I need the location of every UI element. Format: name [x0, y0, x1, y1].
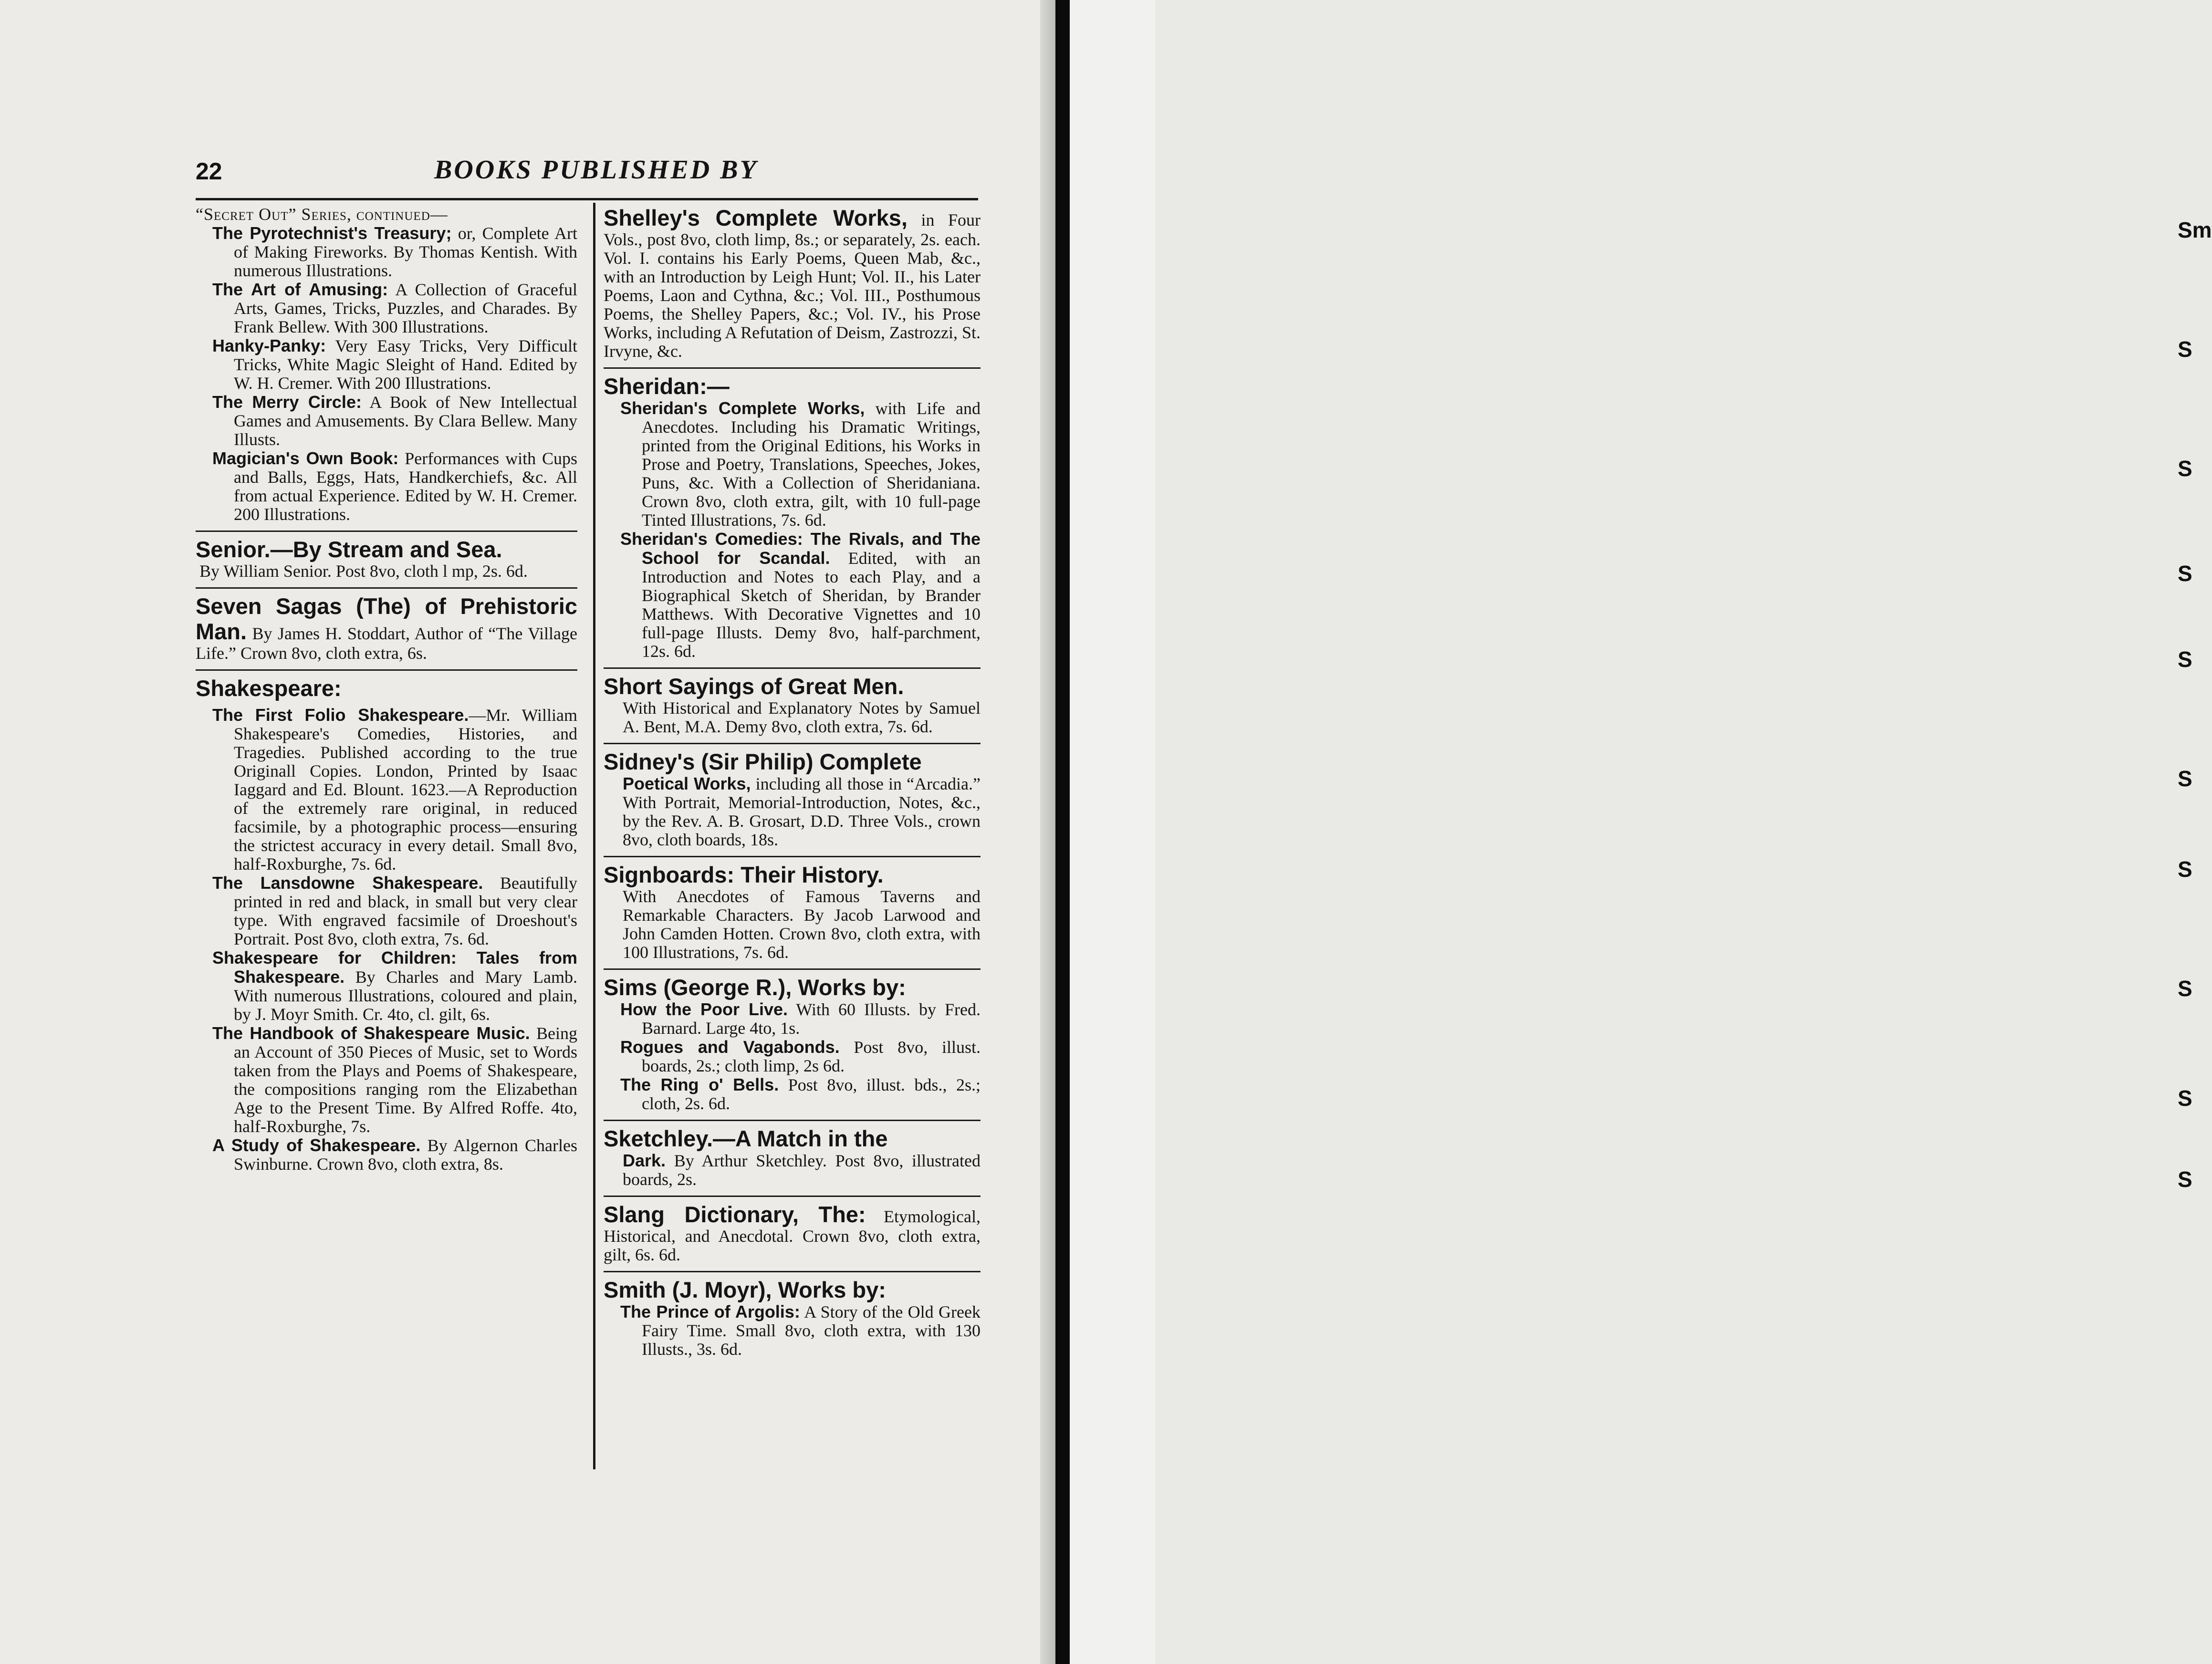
catalog-entry: Seven Sagas (The) of Prehistoric Man. By James H. Stoddart, Author of “The Village Life.” Crown 8vo, cloth extra, 6s.: [196, 593, 577, 663]
edge-letter: S: [2178, 857, 2192, 882]
catalog-entry: Hanky-Panky: Very Easy Tricks, Very Difficult Tricks, White Magic Sleight of Hand. Edited by W. H. Cremer. With 200 Illustrations.: [212, 336, 577, 393]
catalog-entry: The Merry Circle: A Book of New Intellectual Games and Amusements. By Clara Bellew. Many Illusts.: [212, 392, 577, 449]
section-rule: [604, 1271, 981, 1272]
section-rule: [604, 743, 981, 744]
edge-letter: S: [2178, 766, 2192, 791]
section-rule: [196, 669, 577, 671]
catalog-entry: How the Poor Live. With 60 Illusts. by Fred. Barnard. Large 4to, 1s.: [620, 999, 981, 1038]
edge-letter: S: [2178, 647, 2192, 672]
edge-letter: S: [2178, 976, 2192, 1001]
book-spine: [1055, 0, 1070, 1664]
catalog-entry: Sidney's (Sir Philip) Complete Poetical Works, including all those in “Arcadia.” With Portrait, Memorial-Introduction, Notes, &c., by the Rev. A. B. Grosart, D.D. Three Vols., crown 8vo, cloth boards, 18s.: [604, 749, 981, 849]
entry-text: With Historical and Explanatory Notes by Samuel A. Bent, M.A. Demy 8vo, cloth extra, 7s. 6d.: [623, 698, 981, 736]
catalog-entry: The Handbook of Shakespeare Music. Being an Account of 350 Pieces of Music, set to Words taken from the Plays and Poems of Shakespeare, the compositions ranging rom the Elizabethan Age to the Present Time. By Alfred Roffe. 4to, half-Roxburghe, 7s.: [212, 1023, 577, 1136]
catalog-entry: Slang Dictionary, The: Etymological, Historical, and Anecdotal. Crown 8vo, cloth extra, gilt, 6s. 6d.: [604, 1202, 981, 1264]
catalog-entry: The Lansdowne Shakespeare. Beautifully printed in red and black, in small but very clear type. With engraved facsimile of Droeshout's Portrait. Post 8vo, cloth extra, 7s. 6d.: [212, 873, 578, 948]
edge-letter: S: [2178, 337, 2192, 362]
page-number: 22: [196, 158, 222, 185]
catalog-entry: Sketchley.—A Match in the Dark. By Arthur Sketchley. Post 8vo, illustrated boards, 2s.: [604, 1126, 981, 1189]
section-heading-smith: Smith (J. Moyr), Works by:: [604, 1277, 886, 1302]
next-page-edge: [1070, 0, 2212, 1664]
catalog-entry: [604, 674, 981, 736]
edge-letter: S: [2178, 1086, 2192, 1111]
edge-letter: Sm: [2178, 218, 2212, 242]
catalog-entry: Shakespeare for Children: Tales from Shakespeare. By Charles and Mary Lamb. With numerous Illustrations, coloured and plain, by J. Moyr Smith. Cr. 4to, cl. gilt, 6s.: [212, 948, 577, 1024]
section-rule: [604, 1196, 981, 1197]
entry-heading: Sketchley.—A Match in the: [604, 1126, 888, 1151]
catalog-entry: [604, 862, 981, 962]
right-column: [604, 205, 981, 1359]
section-heading-shakespeare: Shakespeare:: [196, 676, 342, 701]
entry-heading: Senior.—By Stream and Sea.: [196, 537, 502, 562]
section-rule: [604, 367, 981, 369]
left-column: [196, 205, 577, 1174]
edge-letter: S: [2178, 456, 2192, 481]
section-heading-sheridan: Sheridan:—: [604, 374, 730, 399]
catalog-entry: Sheridan's Complete Works, with Life and Anecdotes. Including his Dramatic Writings, printed from the Original Editions, his Works in Prose and Poetry, Translations, Speeches, Jokes, Puns, &c. With a Collection of Sheridaniana. Crown 8vo, cloth extra, gilt, with 10 full-page Tinted Illustrations, 7s. 6d.: [620, 398, 981, 530]
catalog-entry: Sheridan's Comedies: The Rivals, and The School for Scandal. Edited, with an Introduction and Notes to each Play, and a Biographical Sketch of Sheridan, by Brander Matthews. With Decorative Vignettes and 10 full-page Illusts. Demy 8vo, half-parchment, 12s. 6d.: [620, 529, 981, 661]
entry-text: With Anecdotes of Famous Taverns and Remarkable Characters. By Jacob Larwood and John Camden Hotten. Crown 8vo, cloth extra, with 100 Illustrations, 7s. 6d.: [623, 887, 981, 962]
series-heading: “Secret Out” Series, continued—: [196, 205, 448, 224]
entry-text: By William Senior. Post 8vo, cloth l mp, 2s. 6d.: [199, 562, 528, 581]
section-rule: [604, 667, 981, 669]
catalog-entry: The Ring o' Bells. Post 8vo, illust. bds., 2s.; cloth, 2s. 6d.: [620, 1075, 981, 1113]
catalog-entry: Magician's Own Book: Performances with Cups and Balls, Eggs, Hats, Handkerchiefs, &c. All from actual Experience. Edited by W. H. Cremer. 200 Illustrations.: [212, 448, 577, 524]
entry-heading: Sidney's (Sir Philip) Complete: [604, 749, 922, 774]
running-title: BOOKS PUBLISHED BY: [434, 155, 758, 185]
section-rule: [604, 856, 981, 857]
catalog-entry: The First Folio Shakespeare.—Mr. William Shakespeare's Comedies, Histories, and Tragedies. Published according to the true Originall Copies. London, Printed by Isaac Iaggard and Ed. Blount. 1623.—A Reproduction of the extremely rare original, in reduced facsimile, by a photographic process—ensuring the strictest accuracy in every detail. Small 8vo, half-Roxburghe, 7s. 6d.: [212, 705, 577, 874]
entry-heading: Short Sayings of Great Men.: [604, 674, 904, 699]
page-gutter: [1040, 0, 1055, 1664]
catalog-entry: Shelley's Complete Works, in Four Vols., post 8vo, cloth limp, 8s.; or separately, 2s. each. Vol. I. contains his Early Poems, Queen Mab, &c., with an Introduction by Leigh Hunt; Vol. II., his Later Poems, Laon and Cythna, &c.; Vol. III., Posthumous Poems, the Shelley Papers, &c.; Vol. IV., his Prose Works, including A Refutation of Deism, Zastrozzi, St. Irvyne, &c.: [604, 205, 981, 361]
edge-letter: S: [2178, 561, 2192, 586]
section-rule: [604, 1120, 981, 1121]
catalog-entry: [196, 537, 577, 581]
section-rule: [604, 968, 981, 970]
catalog-entry: The Art of Amusing: A Collection of Graceful Arts, Games, Tricks, Puzzles, and Charades. By Frank Bellew. With 300 Illustrations.: [212, 280, 577, 336]
page-header: [196, 157, 978, 196]
book-page: [0, 0, 1040, 1664]
catalog-entry: A Study of Shakespeare. By Algernon Charles Swinburne. Crown 8vo, cloth extra, 8s.: [212, 1135, 577, 1174]
catalog-entry: Rogues and Vagabonds. Post 8vo, illust. boards, 2s.; cloth limp, 2s 6d.: [620, 1037, 981, 1075]
catalog-entry: The Prince of Argolis: A Story of the Old Greek Fairy Time. Small 8vo, cloth extra, with 130 Illusts., 3s. 6d.: [620, 1302, 981, 1359]
catalog-entry: The Pyrotechnist's Treasury; or, Complete Art of Making Fireworks. By Thomas Kentish. With numerous Illustrations.: [212, 223, 578, 280]
column-rule: [593, 203, 595, 1469]
edge-letter: S: [2178, 1167, 2192, 1192]
header-rule: [196, 198, 978, 200]
section-rule: [196, 587, 577, 589]
entry-heading: Signboards: Their History.: [604, 862, 884, 887]
section-heading-sims: Sims (George R.), Works by:: [604, 975, 906, 1000]
section-rule: [196, 530, 577, 532]
